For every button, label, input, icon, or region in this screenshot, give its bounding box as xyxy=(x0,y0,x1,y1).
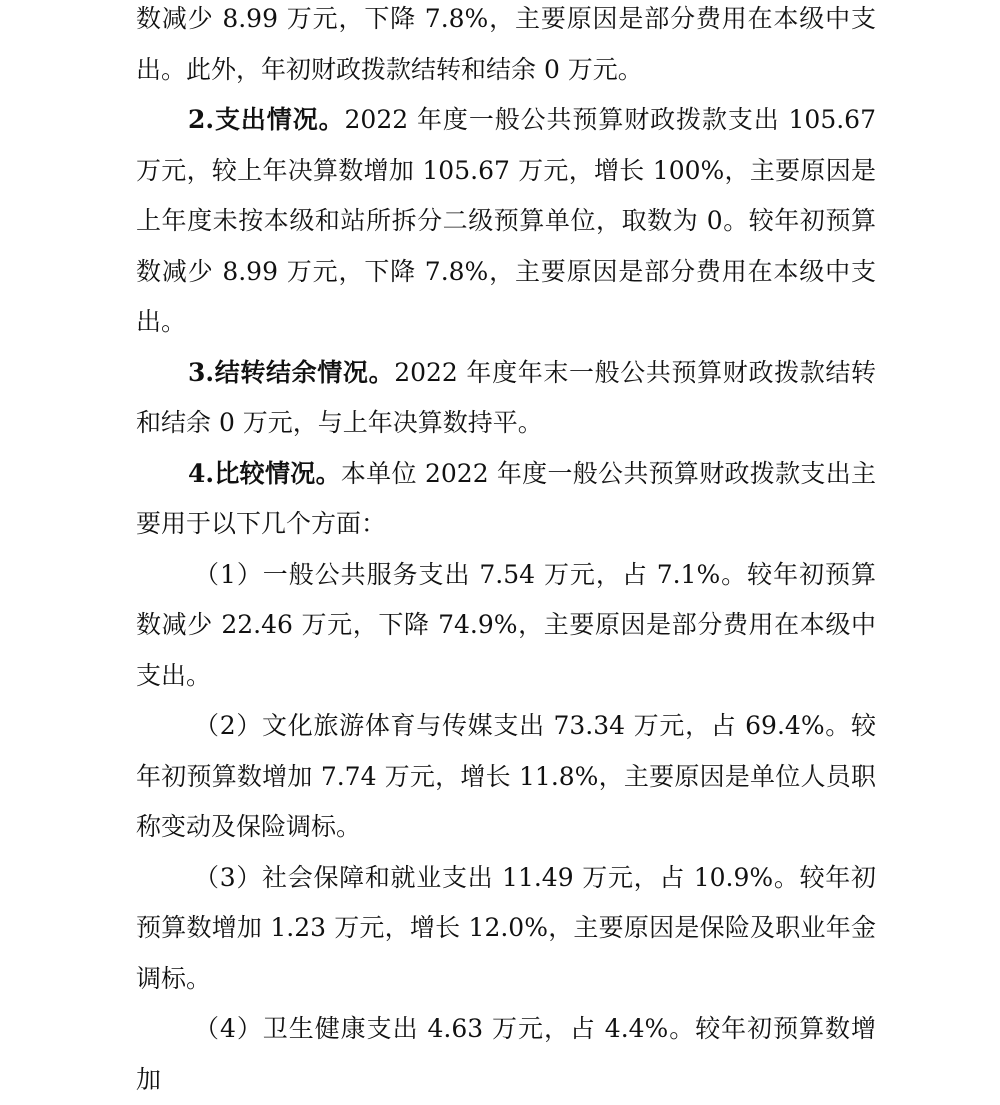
paragraph-text: （4）卫生健康支出 4.63 万元，占 4.4%。较年初预算数增加 xyxy=(136,1014,876,1094)
paragraph-expenditure xyxy=(136,95,876,348)
section-heading-carryover: 3.结转结余情况。 xyxy=(188,357,395,387)
section-heading-expenditure: 2.支出情况。 xyxy=(188,105,345,134)
paragraph-carryover xyxy=(136,348,876,449)
document-page xyxy=(136,0,876,1105)
paragraph-text: （2）文化旅游体育与传媒支出 73.34 万元，占 69.4%。较年初预算数增加 7.74 万元，增长 11.8%，主要原因是单位人员职称变动及保险调标。 xyxy=(136,711,876,841)
paragraph-text: 本单位 2022 年度一般公共预算财政拨款支出主要用于以下几个方面： xyxy=(136,458,876,538)
list-item-general-public-services xyxy=(136,550,876,702)
list-item-health xyxy=(136,1004,876,1105)
list-item-social-security-employment xyxy=(136,853,876,1005)
paragraph-text: （3）社会保障和就业支出 11.49 万元，占 10.9%。较年初预算数增加 1.23 万元，增长 12.0%，主要原因是保险及职业年金调标。 xyxy=(136,862,876,993)
paragraph-text: 2022 年度年末一般公共预算财政拨款结转和结余 0 万元，与上年决算数持平。 xyxy=(136,357,876,437)
paragraph-text: 2022 年度一般公共预算财政拨款支出 105.67 万元，较上年决算数增加 105.67 万元，增长 100%，主要原因是上年度未按本级和站所拆分二级预算单位，取数为 0。较年初预算数减少 8.99 万元，下降 7.8%，主要原因是部分费用在本级中支出。 xyxy=(136,105,876,336)
paragraph-comparison xyxy=(136,449,876,550)
section-heading-comparison: 4.比较情况。 xyxy=(188,458,341,488)
paragraph-text: 数减少 8.99 万元，下降 7.8%，主要原因是部分费用在本级中支出。此外，年初财政拨款结转和结余 0 万元。 xyxy=(136,4,876,84)
paragraph-text: （1）一般公共服务支出 7.54 万元，占 7.1%。较年初预算数减少 22.46 万元，下降 74.9%，主要原因是部分费用在本级中支出。 xyxy=(136,559,876,690)
list-item-culture-tourism-sports-media xyxy=(136,701,876,853)
paragraph-income-continuation xyxy=(136,0,876,95)
